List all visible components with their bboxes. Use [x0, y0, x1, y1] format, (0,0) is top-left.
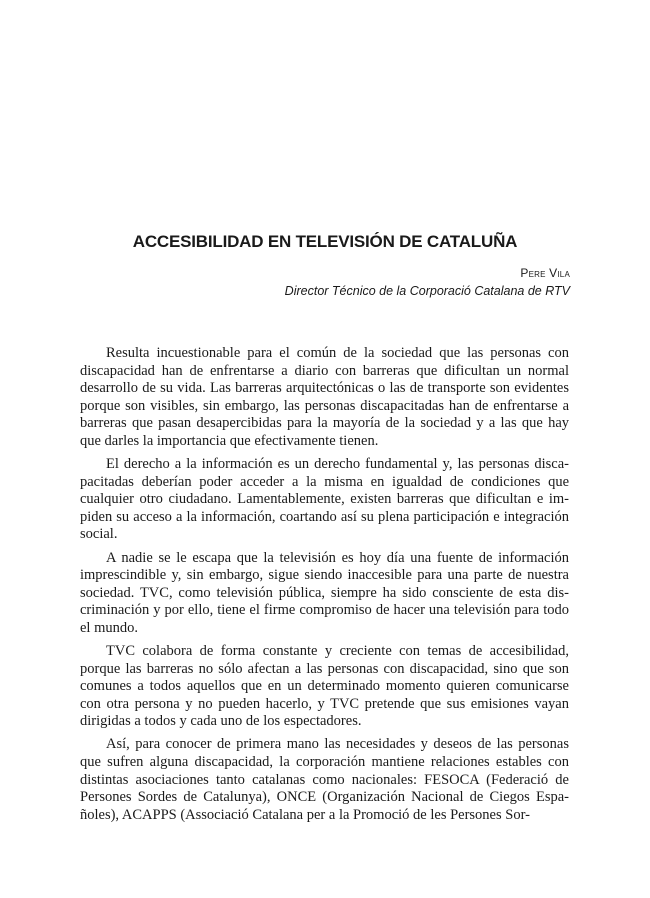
author-affiliation: Director Técnico de la Corporació Catalana de RTV: [284, 284, 570, 298]
body-paragraph-4: TVC colabora de forma constante y creciente con temas de accesibilidad, porque las barreras no sólo afectan a las personas con discapacidad, sino que son comunes a todos aquellos que en un determinado momento quieren comunicarse con otra persona y no pueden hacerlo, y TVC pretende que sus emisiones vayan dirigidas a todos y cada uno de los espectadores.: [80, 643, 569, 730]
article-title: ACCESIBILIDAD EN TELEVISIÓN DE CATALUÑA: [132, 232, 518, 251]
author-name: Pere Vila: [520, 266, 570, 280]
article-body: [80, 345, 569, 830]
body-paragraph-5: Así, para conocer de primera mano las necesidades y deseos de las personas que sufren alguna discapacidad, la corporación mantiene relaciones estables con distintas asociaciones tanto catalanas como nacionales: FESOCA (Federació de Persones Sordes de Catalunya), ONCE (Organización Nacional de Ciegos Españoles), ACAPPS (Associació Catalana per a la Promoció de les Persones Sor-: [80, 736, 569, 823]
body-paragraph-2: El derecho a la información es un derecho fundamental y, las personas discapacitadas deberían poder acceder a la misma en igualdad de condiciones que cualquier otro ciudadano. Lamentablemente, existen barreras que dificultan e impiden su acceso a la información, coartando así su plena participación e integración social.: [80, 456, 569, 543]
body-paragraph-1: Resulta incuestionable para el común de la sociedad que las personas con discapacidad han de enfrentarse a diario con barreras que dificultan un normal desarrollo de su vida. Las barreras arquitectónicas o las de transporte son evidentes porque son visibles, sin embargo, las personas discapacitadas han de enfrentarse a barreras que pasan desapercibidas para la mayoría de la sociedad y a las que hay que darles la importancia que efectivamente tienen.: [80, 345, 569, 449]
body-paragraph-3: A nadie se le escapa que la televisión es hoy día una fuente de información imprescindible y, sin embargo, sigue siendo inaccesible para una parte de nuestra sociedad. TVC, como televisión pública, siempre ha sido consciente de esta discriminación y por ello, tiene el firme compromiso de hacer una televisión para todo el mundo.: [80, 549, 569, 636]
